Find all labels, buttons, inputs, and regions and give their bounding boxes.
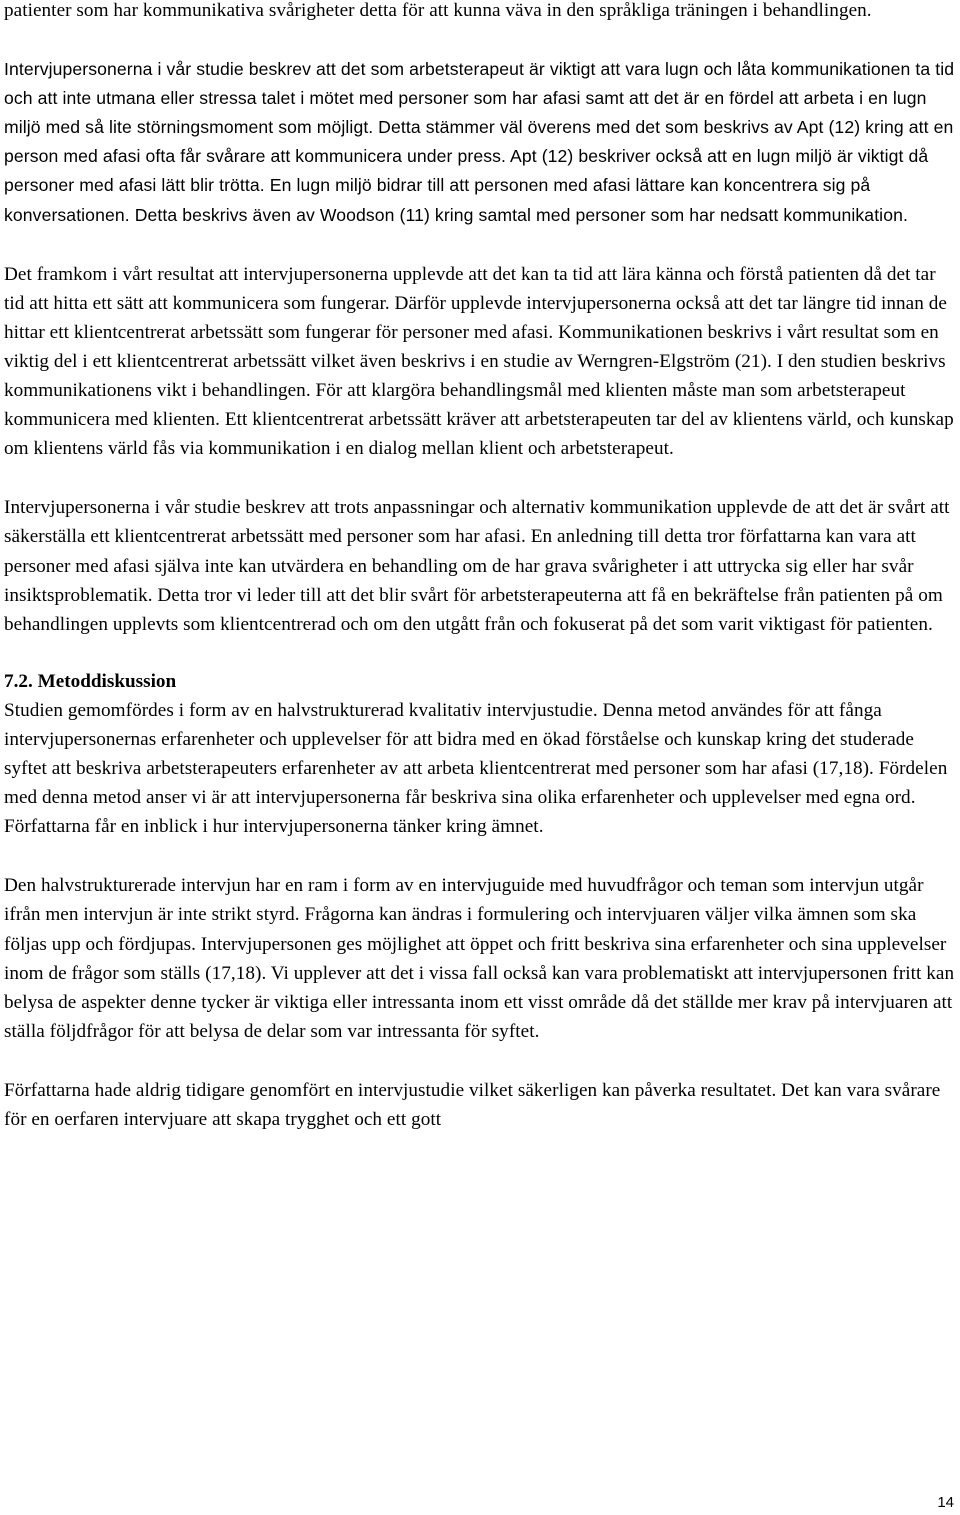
paragraph-continued: patienter som har kommunikativa svårigheter detta för att kunna väva in den språkliga träningen i behandlingen.	[4, 0, 872, 21]
paragraph-calm-communication-part1: Intervjupersonerna i vår studie beskrev att det som arbetsterapeut är viktigt att vara lugn och låta kommunikationen ta tid och att inte utmana eller stressa talet i mötet med personer som har afasi samt att det är en fördel att arbeta i en lugn miljö med så lite störningsmoment som möjligt.	[4, 59, 955, 138]
paragraph-method-description: Studien gemomfördes i form av en halvstrukturerad kvalitativ intervjustudie. Denna metod användes för att fånga intervjupersonernas erfarenheter och upplevelser för att bidra med en ökad förståelse och kunskap kring det studerade syftet att beskriva arbetsterapeuters erfarenheter av att arbeta klientcentrerat med personer som har afasi (17,18). Fördelen med denna metod anser vi är att intervjupersonerna får beskriva sina olika erfarenheter och upplevelser med egna ord. Författarna får en inblick i hur intervjupersonerna tänker kring ämnet.	[4, 699, 948, 838]
paragraph-semi-structured-interview: Den halvstrukturerade intervjun har en ram i form av en intervjuguide med huvudfrågor och teman som intervjun utgår ifrån men intervjun är inte strikt styrd. Frågorna kan ändras i formulering och intervjuaren väljer vilka ämnen som ska följas upp och fördjupas. Intervjupersonen ges möjlighet att öppet och fritt beskriva sina erfarenheter och sina upplevelser inom de frågor som ställs (17,18). Vi upplever att det i vissa fall också kan vara problematiskt att intervjupersonen fritt kan belysa de aspekter denne tycker är viktiga eller intressanta inom ett visst område då det ställde mer krav på intervjuaren att ställa följdfrågor för att belysa de delar som var intressanta för syftet.	[4, 875, 955, 1042]
paragraph-client-centered-difficulty: Intervjupersonerna i vår studie beskrev att trots anpassningar och alternativ kommunikation upplevde de att det är svårt att säkerställa ett klientcentrerat arbetssätt med personer som har afasi. En anledning till detta tror författarna kan vara att personer med afasi själva inte kan utvärdera en behandling om de har grava svårigheter i att uttrycka sig eller har svår insiktsproblematik. Detta tror vi leder till att det blir svårt för arbetsterapeuterna att få en bekräftelse från patienten på om behandlingen upplevts som klientcentrerad och om den utgått från och fokuserat på det som varit viktigast för patienten.	[4, 497, 950, 635]
paragraph-calm-communication	[4, 55, 958, 230]
paragraph-calm-communication-part2: Detta stämmer väl överens med det som beskrivs av Apt (12) kring att en person med afasi ofta får svårare att kommunicera under press. Apt (12) beskriver också att en lugn miljö är viktigt då personer med afasi lätt blir trötta. En lugn miljö bidrar till att personen med afasi lättare kan koncentrera sig på konversationen. Detta beskrivs även av Woodson (11) kring samtal med personer som har nedsatt kommunikation.	[4, 117, 954, 225]
section-heading: 7.2. Metoddiskussion	[4, 670, 177, 692]
paragraph-time-to-know-patient: Det framkom i vårt resultat att intervjupersonerna upplevde att det kan ta tid att lära känna och förstå patienten då det tar tid att hitta ett sätt att kommunicera som fungerar. Därför upplevde intervjupersonerna också att det tar längre tid innan de hittar ett klientcentrerat arbetssätt som fungerar för personer med afasi. Kommunikationen beskrivs i vårt resultat som en viktig del i ett klientcentrerat arbetssätt vilket även beskrivs i en studie av Werngren-Elgström (21). I den studien beskrivs kommunikationens vikt i behandlingen. För att klargöra behandlingsmål med klienten måste man som arbetsterapeut kommunicera med klienten. Ett klientcentrerat arbetssätt kräver att arbetsterapeuten tar del av klientens värld, och kunskap om klientens värld fås via kommunikation i en dialog mellan klient och arbetsterapeut.	[4, 263, 954, 460]
paragraph-interview-experience: Författarna hade aldrig tidigare genomfört en intervjustudie vilket säkerligen kan påverka resultatet. Det kan vara svårare för en oerfaren intervjuare att skapa trygghet och ett gott	[4, 1079, 941, 1130]
page-number: 14	[937, 1494, 954, 1511]
document-page	[4, 0, 958, 1134]
